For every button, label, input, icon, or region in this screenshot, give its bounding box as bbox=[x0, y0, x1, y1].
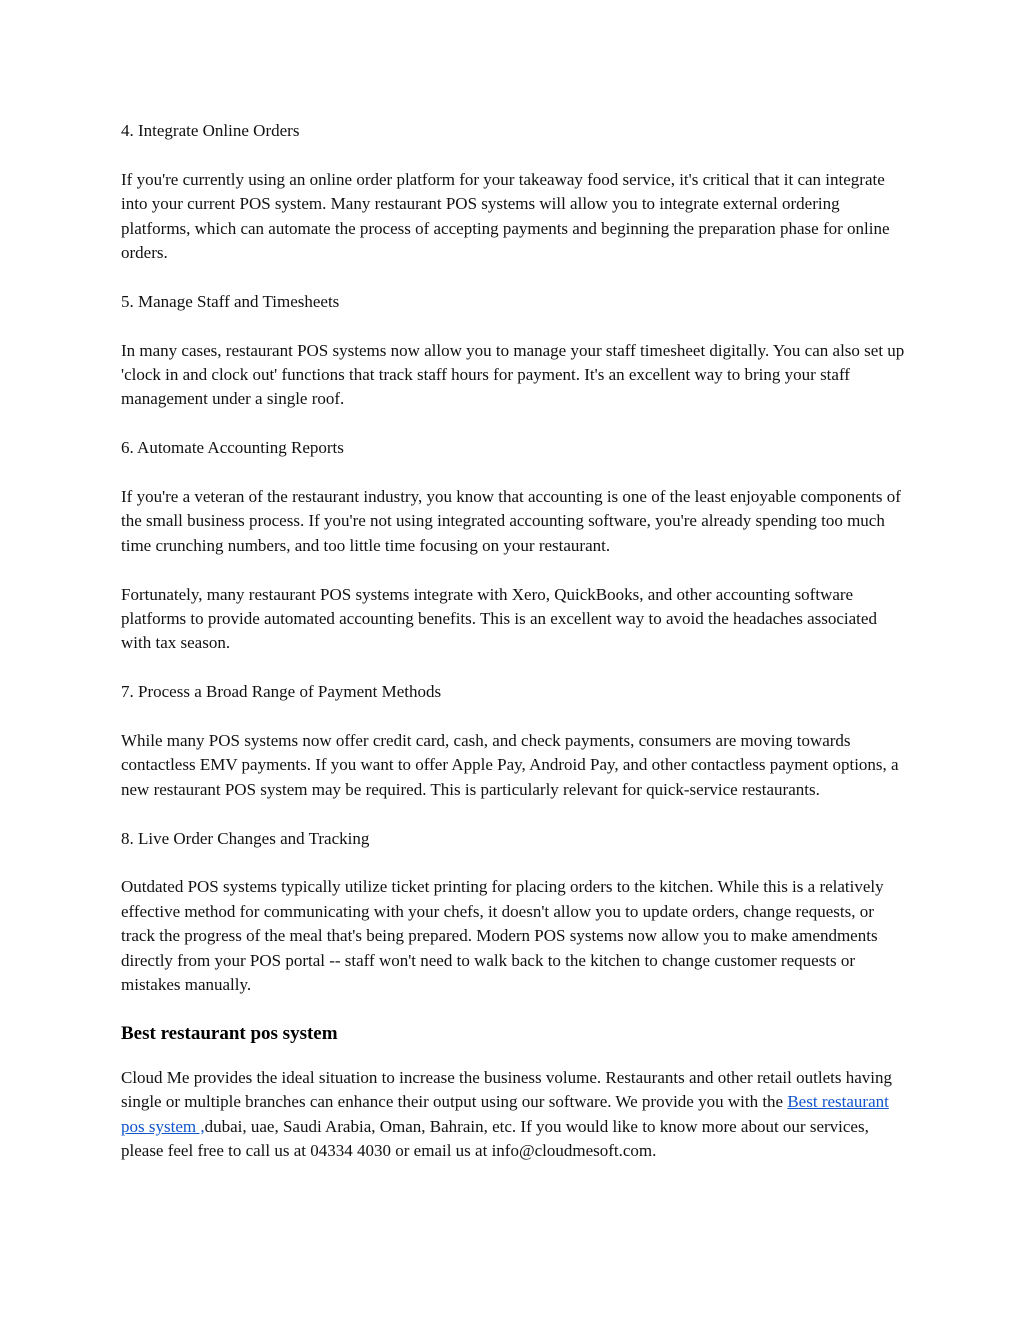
best-pos-intro: Cloud Me provides the ideal situation to increase the business volume. Restaurants and other retail outlets having single or multiple branches can enhance their output using our software. We provide you with the bbox=[121, 1067, 892, 1112]
section-6-heading: 6. Automate Accounting Reports bbox=[121, 438, 344, 458]
best-pos-outro: dubai, uae, Saudi Arabia, Oman, Bahrain, etc. If you would like to know more about our services, please feel free to call us at 04334 4030 or email us at info@cloudmesoft.com. bbox=[121, 1116, 869, 1161]
section-7-heading: 7. Process a Broad Range of Payment Methods bbox=[121, 682, 442, 702]
section-8-body: Outdated POS systems typically utilize ticket printing for placing orders to the kitchen. While this is a relatively effective method for communicating with your chefs, it doesn't allow you to update orders, change requests, or track the progress of the meal that's being prepared. Modern POS systems now allow you to make amendments directly from your POS portal -- staff won't need to walk back to the kitchen to change customer requests or mistakes manually. bbox=[121, 877, 884, 995]
section-6-body-2: Fortunately, many restaurant POS systems integrate with Xero, QuickBooks, and other accounting software platforms to provide automated accounting benefits. This is an excellent way to avoid the headaches associated with tax season. bbox=[121, 584, 877, 653]
section-4-body: If you're currently using an online order platform for your takeaway food service, it's critical that it can integrate into your current POS system. Many restaurant POS systems will allow you to integrate external ordering platforms, which can automate the process of accepting payments and beginning the preparation phase for online orders. bbox=[121, 169, 890, 263]
section-4-heading: 4. Integrate Online Orders bbox=[121, 121, 300, 140]
section-6-body: If you're a veteran of the restaurant industry, you know that accounting is one of the least enjoyable components of the small business process. If you're not using integrated accounting software, you're already spending too much time crunching numbers, and too little time focusing on your restaurant. bbox=[121, 487, 901, 555]
document-page bbox=[121, 119, 911, 1188]
section-7-body: While many POS systems now offer credit card, cash, and check payments, consumers are moving towards contactless EMV payments. If you want to offer Apple Pay, Android Pay, and other contactless payment options, a new restaurant POS system may be required. This is particularly relevant for quick-service restaurants. bbox=[121, 731, 899, 799]
best-pos-link[interactable]: Best restaurant pos system , bbox=[121, 1092, 889, 1136]
section-5-heading: 5. Manage Staff and Timesheets bbox=[121, 291, 340, 311]
best-pos-heading: Best restaurant pos system bbox=[121, 1022, 338, 1044]
section-5-body: In many cases, restaurant POS systems now allow you to manage your staff timesheet digitally. You can also set up 'clock in and clock out' functions that track staff hours for payment. It's an excellent way to bring your staff management under a single roof. bbox=[121, 340, 905, 409]
best-pos-paragraph bbox=[121, 1066, 911, 1164]
section-8-heading: 8. Live Order Changes and Tracking bbox=[121, 828, 370, 848]
